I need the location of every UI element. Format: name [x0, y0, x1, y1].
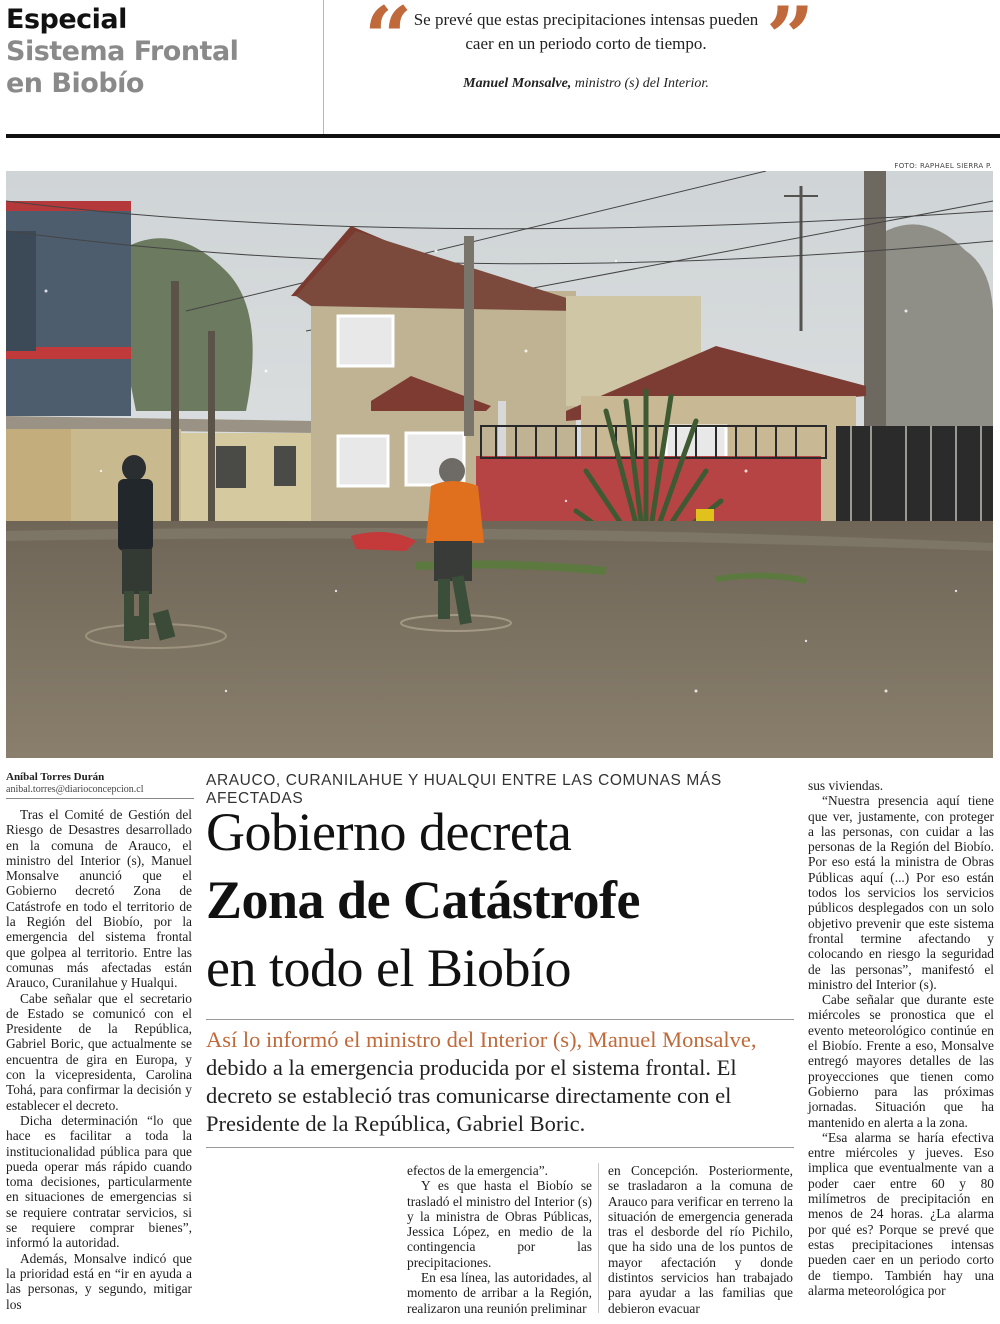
close-quote-mark: ”	[766, 0, 815, 87]
article-column-4	[808, 778, 994, 1298]
flood-photo-illustration	[6, 171, 993, 758]
article-column-1	[6, 807, 192, 1312]
byline-email[interactable]: anibal.torres@diarioconcepcion.cl	[6, 784, 144, 795]
section-label-line1: Especial	[6, 4, 127, 35]
headline-line2: Zona de Catástrofe	[206, 870, 640, 930]
section-label	[6, 4, 238, 100]
header-divider	[323, 0, 324, 134]
subheadline	[206, 1026, 794, 1138]
byline-author: Aníbal Torres Durán	[6, 771, 105, 783]
article-column-3	[608, 1163, 793, 1316]
headline-line3: en todo el Biobío	[206, 938, 571, 998]
paragraph: Tras el Comité de Gestión del Riesgo de Desastres desarrollado en la comuna de Arauco, el ministro del Interior (s), Manuel Monsalve anunció que el Gobierno decretó Zona de Catástrofe en todo el territorio de la Región del Biobío, por la emergencia del sistema frontal que golpea al territorio. Entre las comunas más afectadas están Arauco, Curanilahue y Hualqui.	[6, 807, 192, 991]
paragraph: en Concepción. Posteriormente, se trasladaron a la comuna de Arauco para verificar en terreno la situación de emergencia generada tras el desborde del río Pichilo, que ha sido una de los puntos de mayor afectación y donde distintos servicios han trabajado para ayudar a las familias que debieron evacuar	[608, 1163, 793, 1316]
paragraph: “Esa alarma se haría efectiva entre miércoles y jueves. Eso implica que eventualmente van a poder caer entre 60 y 80 milímetros de precipitación en menos de 24 horas. ¿La alarma por qué es? Porque se prevé que estas precipitaciones intensas pueden caer en un periodo corto de tiempo. También hay una alarma meteorológica por	[808, 1129, 994, 1298]
byline-rule	[6, 798, 194, 799]
paragraph: Dicha determinación “lo que hace es facilitar a toda la institucionalidad pública para que pueda operar más rápido cuando toma decisiones, particularmente en situaciones de emergencias si se requiere contratar servicios, si se requiere comprar bienes”, informó la autoridad.	[6, 1112, 192, 1251]
paragraph: efectos de la emergencia”.	[407, 1163, 549, 1178]
pull-quote-attribution	[405, 76, 767, 92]
subheadline-rest: debido a la emergencia producida por el sistema frontal. El decreto se estableció tras comunicarse directamente con el Presidente de la República, Gabriel Boric.	[206, 1055, 737, 1136]
headline-rule-top	[206, 1019, 794, 1020]
paragraph: sus viviendas.	[808, 778, 884, 793]
paragraph: Además, Monsalve indicó que la prioridad está en “ir en ayuda a las personas, y segundo, mitigar los	[6, 1250, 192, 1312]
paragraph: Cabe señalar que el secretario de Estado se comunicó con el Presidente de la República, Gabriel Boric, que actualmente se encuentra de gira en Europa, y con la vicepresidenta, Carolina Tohá, para confirmar la decisión y establecer el decreto.	[6, 990, 192, 1113]
section-label-line3: en Biobío	[6, 68, 144, 99]
paragraph: Cabe señalar que durante este miércoles se pronostica que el evento meteorológico continúe en el Biobío. Frente a eso, Monsalve entregó mayores detalles de las proyecciones que tienen como Gobierno para las próximas jornadas. Situación que ha mantenido en alerta a la zona.	[808, 992, 994, 1130]
headline-line1: Gobierno decreta	[206, 802, 572, 862]
kicker: ARAUCO, CURANILAHUE Y HUALQUI ENTRE LAS COMUNAS MÁS AFECTADAS	[206, 772, 722, 807]
column-divider	[598, 1163, 599, 1313]
pull-quote-text: Se prevé que estas precipitaciones intensas pueden caer en un periodo corto de tiempo.	[413, 10, 759, 53]
article-column-2	[407, 1163, 592, 1316]
flood-photo	[6, 171, 993, 758]
paragraph: “Nuestra presencia aquí tiene que ver, justamente, con proteger a las personas, con cuidar a las personas de la Región del Biobío. Por eso está la ministra de Obras Públicas aquí (...) Por eso están todos los servicios los servicios públicos desplegados con un solo objetivo prevenir que este sistema frontal termine afectando y colocando en riesgo la seguridad de las personas”, manifestó el ministro del Interior (s).	[808, 793, 994, 992]
open-quote-mark: “	[364, 0, 413, 87]
paragraph: Y es que hasta el Biobío se trasladó el ministro del Interior (s) y la ministra de Obras Públicas, Jessica López, en medio de la contingencia por las precipitaciones.	[407, 1178, 592, 1270]
header-rule	[6, 134, 1000, 138]
subheadline-highlight: Así lo informó el ministro del Interior (s), Manuel Monsalve,	[206, 1027, 757, 1052]
quote-author-role: ministro (s) del Interior.	[571, 76, 709, 91]
paragraph: En esa línea, las autoridades, al momento de arribar a la Región, realizaron una reunión preliminar	[407, 1270, 592, 1316]
section-label-line2: Sistema Frontal	[6, 36, 239, 67]
photo-credit: FOTO: RAPHAEL SIERRA P.	[894, 162, 992, 170]
headline-rule-bottom	[206, 1147, 794, 1148]
quote-author: Manuel Monsalve,	[463, 76, 572, 91]
